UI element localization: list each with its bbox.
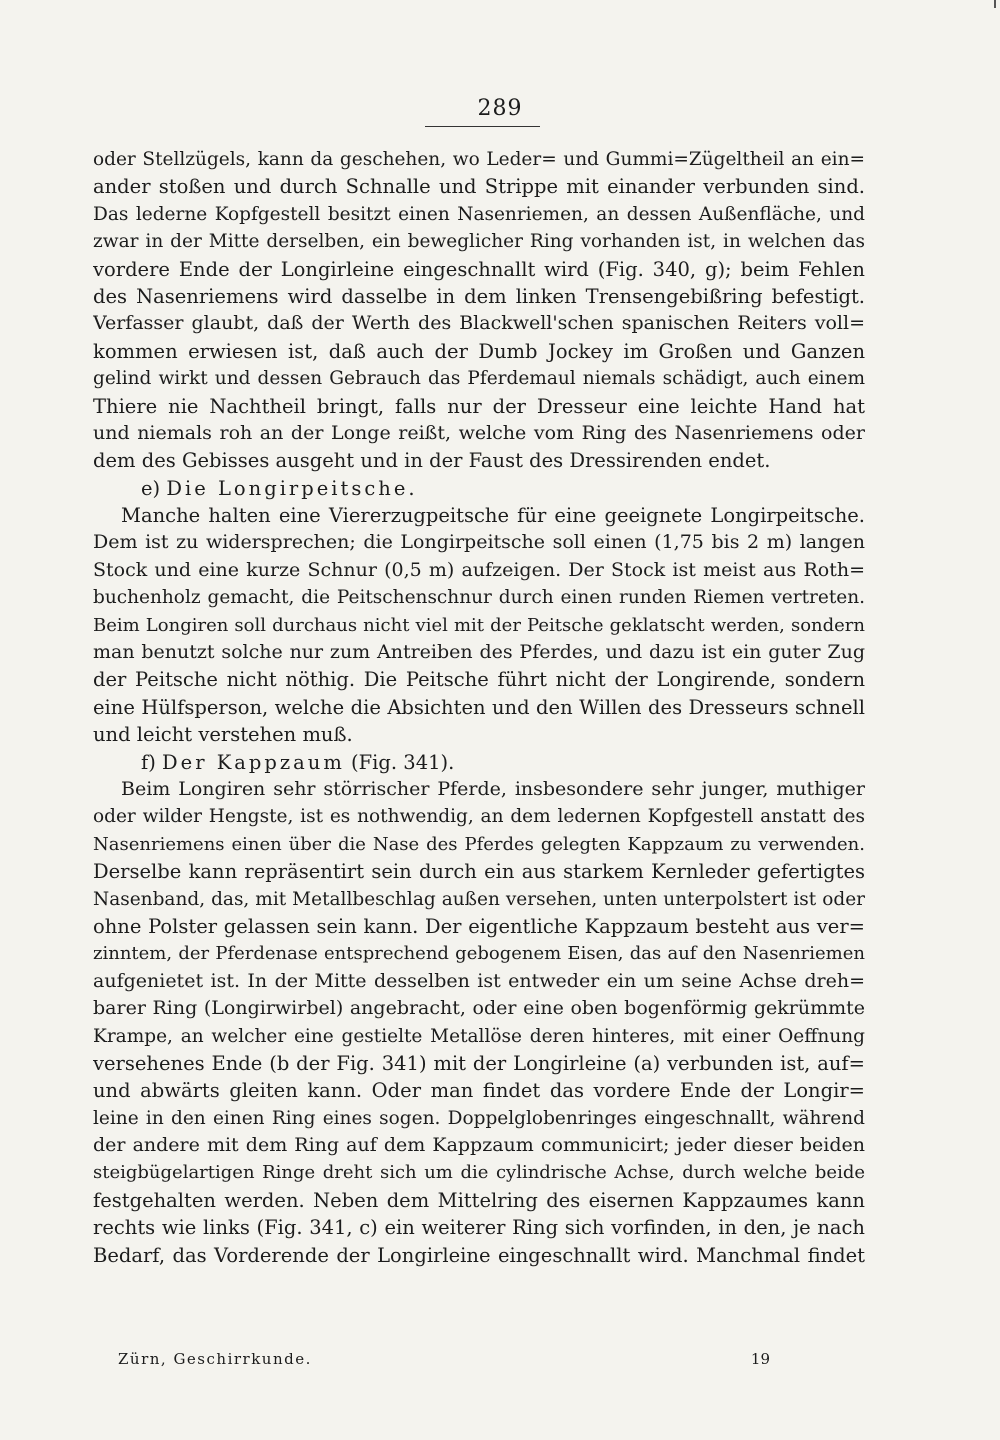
signature-mark: Zürn, Geschirrkunde. <box>118 1350 312 1368</box>
text-line: barer Ring (Longirwirbel) angebracht, oder eine oben bogenförmig gekrümmte <box>93 997 865 1020</box>
page-number: 289 <box>477 96 523 121</box>
section-title: Der Kappzaum <box>162 750 345 774</box>
text-line: des Nasenriemens wird dasselbe in dem linken Trensengebißring befestigt. <box>93 284 865 308</box>
text-line: kommen erwiesen ist, daß auch der Dumb Jockey im Großen und Ganzen <box>93 339 865 363</box>
text-line: Das lederne Kopfgestell besitzt einen Nasenriemen, an dessen Außenfläche, und <box>93 203 865 225</box>
text-line: steigbügelartigen Ringe dreht sich um die cylindrische Achse, durch welche beide <box>93 1162 865 1184</box>
text-line: Nasenriemens einen über die Nase des Pferdes gelegten Kappzaum zu verwenden. <box>93 833 865 855</box>
text-line: Dem ist zu widersprechen; die Longirpeitsche soll einen (1,75 bis 2 m) langen <box>93 531 865 554</box>
scan-mark <box>994 0 996 8</box>
text-line: man benutzt solche nur zum Antreiben des Pferdes, und dazu ist ein guter Zug <box>93 641 865 664</box>
text-line: vordere Ende der Longirleine eingeschnallt wird (Fig. 340, g); beim Fehlen <box>93 257 865 281</box>
section-heading-cavesson <box>93 749 865 776</box>
text-line: und abwärts gleiten kann. Oder man findet das vordere Ende der Longir= <box>93 1079 865 1103</box>
text-line: ohne Polster gelassen sein kann. Der eigentliche Kappzaum besteht aus ver= <box>93 914 865 938</box>
text-line: und niemals roh an der Longe reißt, welche vom Ring des Nasenriemens oder <box>93 421 865 444</box>
text-line: der andere mit dem Ring auf dem Kappzaum communicirt; jeder dieser beiden <box>93 1134 865 1157</box>
text-line: eine Hülfsperson, welche die Absichten und den Willen des Dresseurs schnell <box>93 695 865 719</box>
text-line: Manche halten eine Viererzugpeitsche für eine geeignete Longirpeitsche. <box>121 504 865 528</box>
page-number-rule <box>425 126 540 127</box>
section-heading-whip <box>93 475 865 502</box>
body-text <box>93 146 865 1269</box>
text-line: Beim Longiren soll durchaus nicht viel mit der Peitsche geklatscht werden, sondern <box>93 614 865 636</box>
text-line: oder Stellzügels, kann da geschehen, wo Leder= und Gummi=Zügeltheil an ein= <box>93 149 865 170</box>
text-line: Krampe, an welcher eine gestielte Metallöse deren hinteres, mit einer Oeffnung <box>93 1025 865 1047</box>
text-line: ander stoßen und durch Schnalle und Strippe mit einander verbunden sind. <box>93 175 865 199</box>
text-line: buchenholz gemacht, die Peitschenschnur durch einen runden Riemen vertreten. <box>93 587 865 609</box>
text-line: rechts wie links (Fig. 341, c) ein weiterer Ring sich vorfinden, in den, je nach <box>93 1216 865 1240</box>
text-line: leine in den einen Ring eines sogen. Doppelglobenringes eingeschnallt, während <box>93 1107 865 1129</box>
section-label: f) <box>141 750 156 774</box>
text-line: oder wilder Hengste, ist es nothwendig, an dem ledernen Kopfgestell anstatt des <box>93 806 865 828</box>
text-line: zwar in der Mitte derselben, ein beweglicher Ring vorhanden ist, in welchen das <box>93 231 865 253</box>
text-line: Bedarf, das Vorderende der Longirleine eingeschnallt wird. Manchmal findet <box>93 1243 865 1267</box>
text-line: Thiere nie Nachtheil bringt, falls nur der Dresseur eine leichte Hand hat <box>93 394 865 418</box>
text-line: versehenes Ende (b der Fig. 341) mit der Longirleine (a) verbunden ist, auf= <box>93 1051 865 1075</box>
section-label: e) <box>141 476 161 500</box>
text-line: der Peitsche nicht nöthig. Die Peitsche führt nicht der Longirende, sondern <box>93 668 865 692</box>
figure-reference: (Fig. 341). <box>351 750 455 774</box>
text-line: Beim Longiren sehr störrischer Pferde, insbesondere sehr junger, muthiger <box>121 777 865 800</box>
page-footer <box>118 1350 770 1368</box>
text-line: Derselbe kann repräsentirt sein durch ein aus starkem Kernleder gefertigtes <box>93 860 865 884</box>
text-line: dem des Gebisses ausgeht und in der Faust des Dressirenden endet. <box>93 449 771 473</box>
text-line: Verfasser glaubt, daß der Werth des Blackwell'schen spanischen Reiters voll= <box>93 312 865 335</box>
text-line: aufgenietet ist. In der Mitte desselben ist entweder ein um seine Achse dreh= <box>93 969 865 992</box>
text-line: gelind wirkt und dessen Gebrauch das Pferdemaul niemals schädigt, auch einem <box>93 368 865 390</box>
text-line: und leicht verstehen muß. <box>93 723 353 747</box>
text-line: zinntem, der Pferdenase entsprechend gebogenem Eisen, das auf den Nasenriemen <box>93 943 865 965</box>
text-line: Nasenband, das, mit Metallbeschlag außen versehen, unten unterpolstert ist oder <box>93 888 865 910</box>
text-line: festgehalten werden. Neben dem Mittelring des eisernen Kappzaumes kann <box>93 1188 865 1212</box>
sheet-number: 19 <box>750 1350 770 1368</box>
section-title: Die Longirpeitsche. <box>166 476 418 500</box>
text-line: Stock und eine kurze Schnur (0,5 m) aufzeigen. Der Stock ist meist aus Roth= <box>93 558 865 581</box>
